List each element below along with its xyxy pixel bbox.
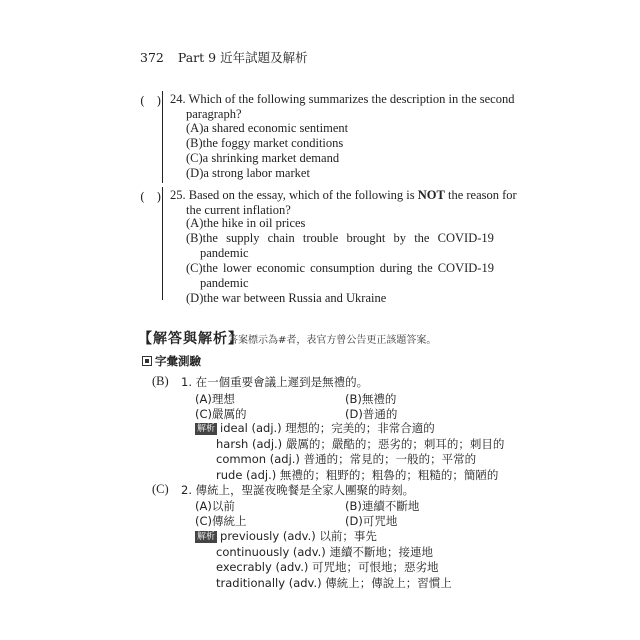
question-25-options [186, 216, 494, 306]
option-d: (D)a strong labor market [186, 166, 310, 180]
answer-1: (B) [152, 374, 169, 388]
option-a: (A)the hike in oil prices [186, 216, 306, 230]
answer-paren-25: ( ) [140, 190, 162, 204]
vocab-heading: 字彙測驗 [142, 353, 201, 369]
page-header [140, 48, 308, 66]
square-bullet-icon [142, 356, 152, 366]
page-number: 372 [140, 50, 164, 65]
q2-explanation: 解析 previously (adv.) 以前；事先 continuously (adv.) 連續不斷地；接連地 execrably (adv.) 可咒地；可恨地；惡劣地 traditionally (adv.) 傳統上；傳說上；習慣上 [197, 529, 452, 590]
option-b: (B)the supply chain trouble brought by the COVID-19 [186, 231, 494, 245]
explanation-tag: 解析 [197, 424, 216, 434]
option-d: (D)the war between Russia and Ukraine [186, 291, 387, 305]
answer-2: (C) [152, 482, 169, 496]
q1-option-c: (C)嚴厲的 [195, 407, 247, 421]
option-c: (C)the lower economic consumption during the COVID-19 [186, 261, 494, 275]
q1-option-b: (B)無禮的 [345, 392, 397, 406]
question-2-text: 2. 傳統上，聖誕夜晚餐是全家人團聚的時刻。 [181, 483, 415, 497]
part-title: 近年試題及解析 [220, 50, 308, 65]
question-24-text: 24. Which of the following summarizes the description in the second paragraph? [170, 92, 515, 121]
q1-explanation: 解析 ideal (adj.) 理想的；完美的；非常合適的 harsh (adj.) 嚴厲的；嚴酷的；惡劣的；刺耳的；刺目的 common (adj.) 普通的；常見的；一般的；平常的 rude (adj.) 無禮的；粗野的；粗魯的；粗糙的；簡陋的 [197, 421, 505, 482]
option-c: (C)a shrinking market demand [186, 151, 340, 165]
q2-option-a: (A)以前 [195, 499, 235, 513]
option-b: (B)the foggy market conditions [186, 136, 344, 150]
option-a: (A)a shared economic sentiment [186, 121, 349, 135]
part-label: Part 9 [177, 50, 217, 65]
explanation-tag: 解析 [197, 532, 216, 542]
question-bar-25 [162, 187, 163, 300]
question-25-text: 25. Based on the essay, which of the following is NOT the reason for the current inflation? [170, 188, 517, 217]
q1-option-a: (A)理想 [195, 392, 235, 406]
section-title: 【解答與解析】 [138, 331, 243, 347]
question-1-text: 1. 在一個重要會議上遲到是無禮的。 [181, 375, 369, 389]
option-c-cont: pandemic [200, 276, 249, 290]
answer-paren-24: ( ) [140, 94, 162, 108]
q1-option-d: (D)普通的 [345, 407, 398, 421]
question-bar-24 [162, 91, 163, 183]
q2-option-c: (C)傳統上 [195, 514, 247, 528]
section-note: 答案標示為#者，表官方曾公告更正該題答案。 [228, 335, 437, 346]
q2-option-d: (D)可咒地 [345, 514, 398, 528]
q2-option-b: (B)連續不斷地 [345, 499, 420, 513]
question-24-options [186, 121, 348, 181]
option-b-cont: pandemic [200, 246, 249, 260]
